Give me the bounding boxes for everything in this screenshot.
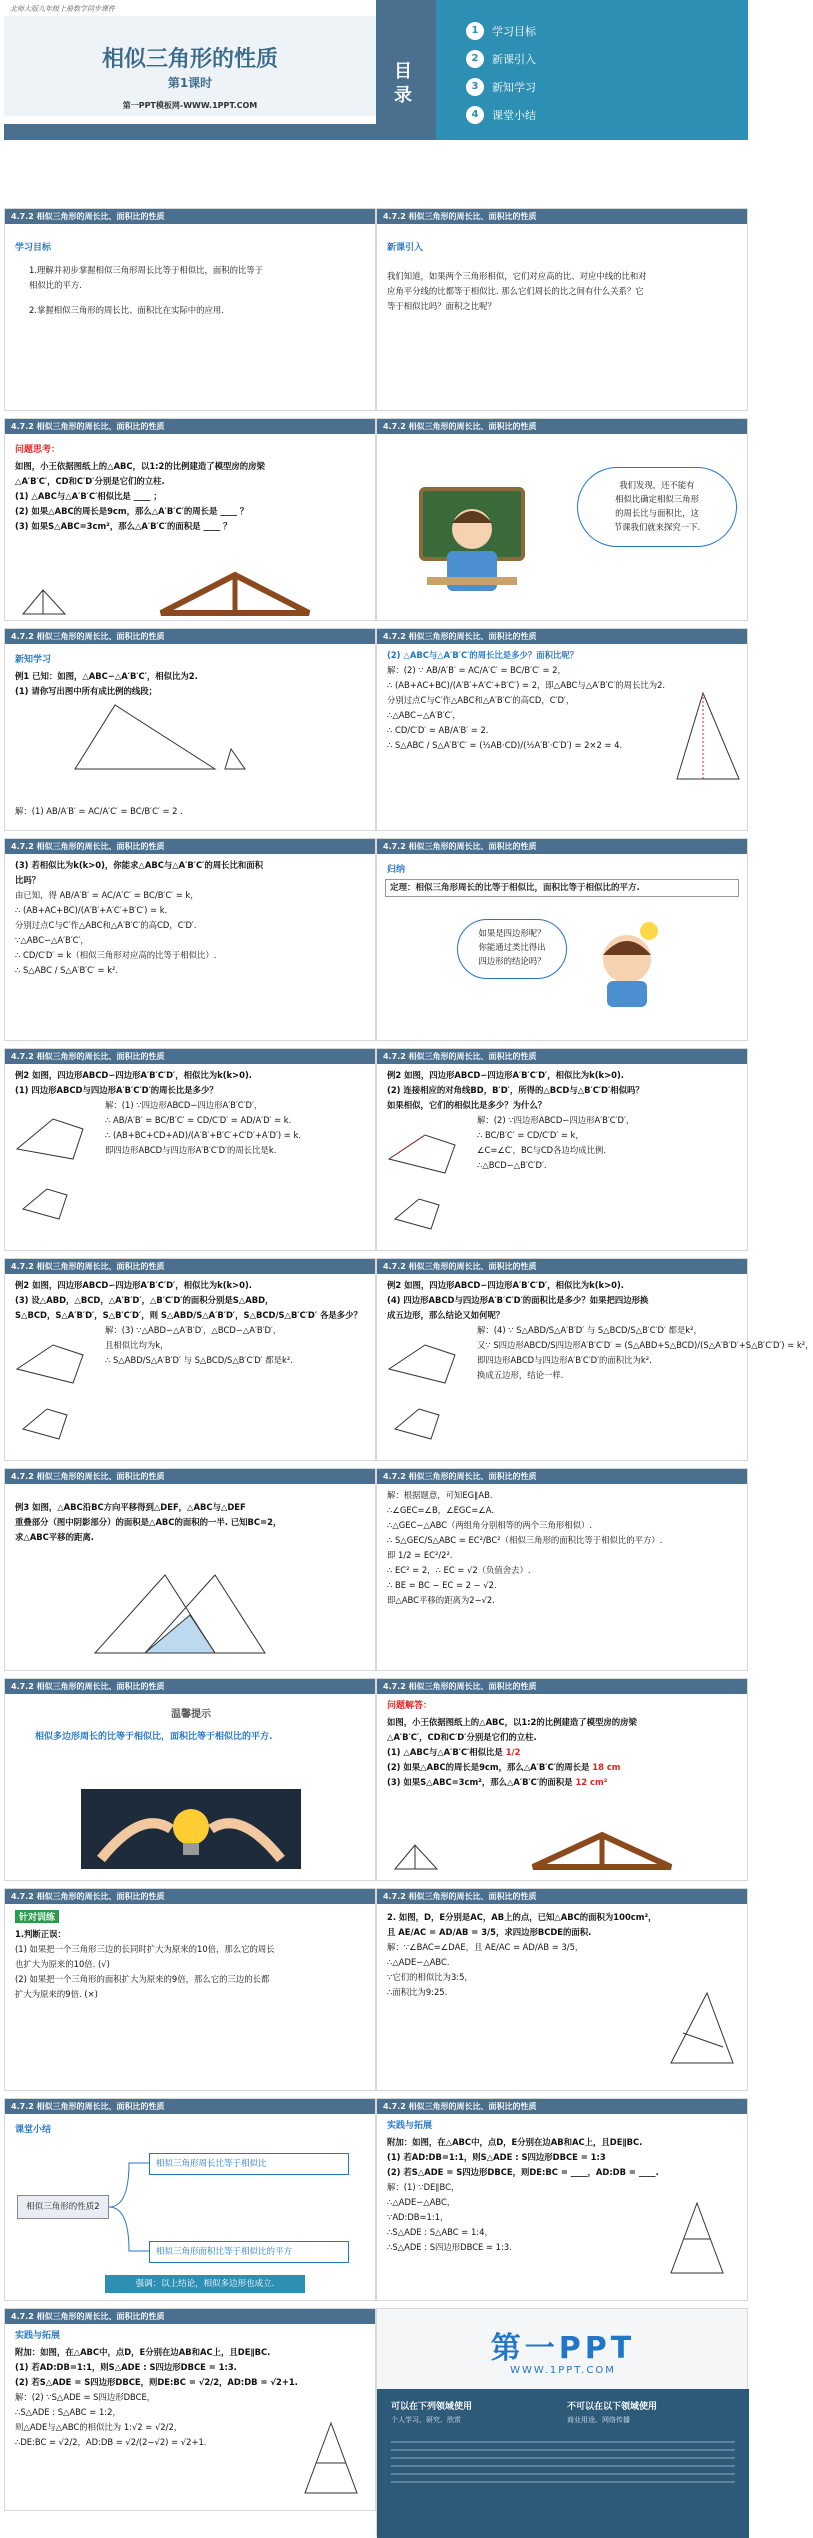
triangle-de-figure <box>667 1989 737 2069</box>
answer-line: ∴ S△ABD/S△A′B′D′ 与 S△BCD/S△B′C′D′ 都是k². <box>105 1355 293 1365</box>
answer-line: ∴ (AB+AC+BC)/(A′B′+A′C′+B′C′) = 2，即△ABC与△A′B′C′的周长比为2. <box>387 680 666 690</box>
answer-line: ∴ S△ABC / S△A′B′C′ = (½AB·CD)/(½A′B′·C′D′) = 2×2 = 4. <box>387 740 623 750</box>
toc-title: 目录 <box>394 61 412 106</box>
section-title: 问题解答： <box>387 1701 433 1711</box>
question-line: (1) 若AD:DB=1:1，则S△ADE : S四边形DBCE = 1:3 <box>387 2152 606 2162</box>
problem-line: (1) △ABC与△A′B′C′相似比是 ____ ； <box>15 491 162 501</box>
question-line: 如果相似，它们的相似比是多少？为什么？ <box>387 1100 547 1110</box>
answer-line: 由已知，得 AB/A′B′ = AC/A′C′ = BC/B′C′ = k， <box>15 890 199 900</box>
question-line: (2) 连接相应的对角线BD，B′D′，所得的△BCD与△B′C′D′相似吗？ <box>387 1085 644 1095</box>
slide-header: 4.7.2 相似三角形的周长比、面积比的性质 <box>5 1259 375 1274</box>
question-line: 比吗？ <box>15 875 41 885</box>
slide-extension2 <box>4 2308 376 2511</box>
answer-line: ∴S△ADE : S△ABC = 1:4， <box>387 2227 493 2237</box>
example-line: 例1 已知：如图，△ABC∽△A′B′C′，相似比为2. <box>15 671 198 681</box>
question-line: 例2 如图，四边形ABCD∽四边形A′B′C′D′，相似比为k(k>0). <box>387 1070 624 1080</box>
usage-allowed-title: 可以在下列领域使用 <box>391 2402 473 2412</box>
top-note: 北师大版九年级上册数学同步课件 <box>10 5 115 13</box>
answer-line: 分别过点C与C′作△ABC和△A′B′C′的高CD，C′D′. <box>15 920 197 930</box>
answer-line: ∵AD:DB=1:1， <box>387 2212 449 2222</box>
slide-header: 4.7.2 相似三角形的周长比、面积比的性质 <box>5 2309 375 2324</box>
answer-line: ∴DE:BC = √2/2，AD:DB = √2/(2−√2) = √2+1. <box>15 2437 207 2447</box>
template-footer: 第一PPT模板网-WWW.1PPT.COM <box>122 101 258 110</box>
answer-line: 即△ABC平移的距离为2−√2. <box>387 1595 495 1605</box>
answer-line: 分别过点C与C′作△ABC和△A′B′C′的高CD，C′D′， <box>387 695 575 705</box>
answer-line: 又∵ S四边形ABCD/S四边形A′B′C′D′ = (S△ABD+S△BCD)/(S△A′B′D′+S△B′C′D′) = k²， <box>477 1340 813 1350</box>
question-line: S△BCD，S△A′B′D′，S△B′C′D′，则 S△ABD/S△A′B′D′，S△BCD/S△B′C′D′ 各是多少？ <box>15 1310 362 1320</box>
slide-header: 4.7.2 相似三角形的周长比、面积比的性质 <box>5 2099 375 2114</box>
answer-line: ∴ EC² = 2，∴ EC = √2（负值舍去）. <box>387 1565 531 1575</box>
summary-center-node: 相似三角形的性质2 <box>17 2195 109 2219</box>
toc-item-3[interactable]: 3 新知学习 <box>466 78 536 96</box>
triangle-de-parallel-figure <box>301 2419 361 2499</box>
answer-value: (√) <box>98 1959 110 1969</box>
slide-example1-part2 <box>376 628 748 831</box>
answer-line: ∴ CD/C′D′ = AB/A′B′ = 2. <box>387 725 489 735</box>
section-title: 课堂小结 <box>15 2125 52 2135</box>
section-title: 新课引入 <box>387 243 424 253</box>
answer-line: ∴△ADE∽△ABC. <box>387 1957 450 1967</box>
lightbulb-hands-illustration <box>81 1789 301 1869</box>
answer-line: ∴S△ADE : S△ABC = 1:2， <box>15 2407 121 2417</box>
answer-line: ∴ CD/C′D′ = k（相似三角形对应高的比等于相似比）. <box>15 950 217 960</box>
usage-denied-text: 商业用途、网络传播 <box>567 2416 630 2424</box>
answer-line: 解：(4) ∵ S△ABD/S△A′B′D′ 与 S△BCD/S△B′C′D′ 都是k²， <box>477 1325 702 1335</box>
question-line: (1) 若AD:DB=1:1，则S△ADE : S四边形DBCE = 1:3. <box>15 2362 237 2372</box>
answer-line: ∠C=∠C′，BC与CD各边均成比例. <box>477 1145 607 1155</box>
slide-header: 4.7.2 相似三角形的周长比、面积比的性质 <box>377 2099 747 2114</box>
question-line: (2) 若S△ADE = S四边形DBCE，则DE:BC = ____，AD:DB = ____. <box>387 2167 659 2177</box>
answer-line: 则△ADE与△ABC的相似比为 1:√2 = √2/2， <box>15 2422 183 2432</box>
slide-problem-answer <box>376 1678 748 1881</box>
question-line: 例2 如图，四边形ABCD∽四边形A′B′C′D′，相似比为k(k>0). <box>387 1280 624 1290</box>
section-title: 新知学习 <box>15 655 52 665</box>
intro-line: 应角平分线的比都等于相似比. 那么它们周长的比之间有什么关系？它 <box>387 286 644 296</box>
slide-practice2 <box>376 1888 748 2091</box>
summary-connectors <box>109 2153 149 2263</box>
slide-header: 4.7.2 相似三角形的周长比、面积比的性质 <box>5 629 375 644</box>
slide-title <box>4 0 376 140</box>
brand-url: WWW.1PPT.COM <box>510 2365 616 2376</box>
question-line: 成五边形，那么结论又如何呢？ <box>387 1310 505 1320</box>
slide-header: 4.7.2 相似三角形的周长比、面积比的性质 <box>5 1049 375 1064</box>
question-line: 附加：如图，在△ABC中，点D，E分别在边AB和AC上，且DE∥BC. <box>387 2137 643 2147</box>
usage-allowed-text: 个人学习、研究、欣赏 <box>391 2416 461 2424</box>
section-title: 针对训练 <box>15 1910 59 1923</box>
answer-line: ∴△ABC∽△A′B′C′， <box>387 710 461 720</box>
section-title: 实践与拓展 <box>387 2121 433 2131</box>
brand-logo: 第一PPT <box>490 2331 636 2366</box>
answer-line: ∴ BE = BC − EC = 2 − √2. <box>387 1580 497 1590</box>
example-line: (1) 请你写出图中所有成比例的线段； <box>15 686 158 696</box>
student-at-board-illustration <box>417 479 527 599</box>
practice-line: 扩大为原来的9倍. <box>15 1989 82 1999</box>
question-line: 重叠部分（图中阴影部分）的面积是△ABC的面积的一半. 已知BC=2， <box>15 1517 282 1527</box>
quadrilaterals-figure-4 <box>385 1339 470 1449</box>
problem-line: (3) 如果S△ABC=3cm²，那么△A′B′C′的面积是 ____ ？ <box>15 521 232 531</box>
intro-line: 等于相似比吗？面积之比呢？ <box>387 301 496 311</box>
answer-line: ∴∠GEC=∠B，∠EGC=∠A. <box>387 1505 495 1515</box>
slide-header: 4.7.2 相似三角形的周长比、面积比的性质 <box>377 1679 747 1694</box>
section-title: 归纳 <box>387 865 406 875</box>
boy-idea-illustration <box>587 919 667 1009</box>
intro-line: 我们知道，如果两个三角形相似，它们对应高的比、对应中线的比和对 <box>387 271 647 281</box>
answer-line: ∴△GEC∽△ABC（两组角分别相等的两个三角形相似）. <box>387 1520 593 1530</box>
summary-perimeter-node: 相似三角形周长比等于相似比 <box>149 2153 349 2175</box>
answer-line: 解：(2) ∵四边形ABCD∽四边形A′B′C′D′， <box>477 1115 635 1125</box>
slide-example1 <box>4 628 376 831</box>
slide-header: 4.7.2 相似三角形的周长比、面积比的性质 <box>5 1679 375 1694</box>
summary-area-node: 相似三角形面积比等于相似比的平方 <box>149 2241 349 2263</box>
question-line: (3) 若相似比为k(k>0)，你能求△ABC与△A′B′C′的周长比和面积 <box>15 860 263 870</box>
slide-header: 4.7.2 相似三角形的周长比、面积比的性质 <box>5 209 375 224</box>
slide-example3-solution <box>376 1468 748 1671</box>
toc-item-4[interactable]: 4 课堂小结 <box>466 106 536 124</box>
small-triangle-figure <box>391 1839 471 1873</box>
toc-item-1[interactable]: 1 学习目标 <box>466 22 536 40</box>
answer-line: 解：(2) ∵S△ADE = S四边形DBCE， <box>15 2392 156 2402</box>
answer-line: 解：∵∠BAC=∠DAE，且 AE/AC = AD/AB = 3/5， <box>387 1942 584 1952</box>
practice-line: (1) 如果把一个三角形三边的长同时扩大为原来的10倍，那么它的周长 <box>15 1944 275 1954</box>
question-line: 例2 如图，四边形ABCD∽四边形A′B′C′D′，相似比为k(k>0). <box>15 1280 252 1290</box>
translated-triangles-figure <box>85 1569 285 1659</box>
question-line: 求△ABC平移的距离. <box>15 1532 94 1542</box>
subtitle: 第1课时 <box>167 76 213 90</box>
answer-line: 即四边形ABCD与四边形A′B′C′D′的周长比是k. <box>105 1145 277 1155</box>
slide-example2-part4 <box>376 1258 813 1461</box>
answer-line: 解：(1) ∵DE∥BC， <box>387 2182 460 2192</box>
problem-line: 如图，小王依据图纸上的△ABC，以1:2的比例建造了模型房的房梁 <box>15 461 265 471</box>
section-title: 实践与拓展 <box>15 2331 61 2341</box>
answer-line: ∴ (AB+BC+CD+AD)/(A′B′+B′C′+C′D′+A′D′) = k. <box>105 1130 301 1140</box>
goal-line: 相似比的平方. <box>29 280 82 290</box>
problem-line: △A′B′C′，CD和C′D′分别是它们的立柱. <box>387 1732 537 1742</box>
quadrilaterals-diagonal-figure <box>385 1129 470 1239</box>
answer-line: 即四边形ABCD与四边形A′B′C′D′的面积比为k². <box>477 1355 652 1365</box>
answer-value: 18 cm <box>592 1762 621 1772</box>
slide-problem <box>4 418 376 621</box>
answer-line: ∵它们的相似比为3:5， <box>387 1972 473 1982</box>
slide-example2-part1 <box>4 1048 376 1251</box>
slide-summary-rule <box>376 838 748 1041</box>
answer-line: 解：(1) ∵四边形ABCD∽四边形A′B′C′D′， <box>105 1100 263 1110</box>
slide-header: 4.7.2 相似三角形的周长比、面积比的性质 <box>377 1889 747 1904</box>
answer-line: ∵△ABC∽△A′B′C′， <box>15 935 89 945</box>
slide-example1-part3 <box>4 838 376 1041</box>
answer-value: 12 cm² <box>575 1777 608 1787</box>
answer-line: ∴ (AB+AC+BC)/(A′B′+A′C′+B′C′) = k. <box>15 905 168 915</box>
question-line: 且 AE/AC = AD/AB = 3/5，求四边形BCDE的面积. <box>387 1927 592 1937</box>
slide-brand <box>376 2308 748 2537</box>
theorem-box: 定理：相似三角形周长的比等于相似比，面积比等于相似比的平方. <box>385 879 739 897</box>
practice-line: 也扩大为原来的10倍. <box>15 1959 96 1969</box>
answer-line: ∴ AB/A′B′ = BC/B′C′ = CD/C′D′ = AD/A′D′ = k. <box>105 1115 292 1125</box>
roof-beam-figure <box>527 1829 677 1873</box>
answer-line: 换成五边形，结论一样. <box>477 1370 564 1380</box>
question-line: (2) △ABC与△A′B′C′的周长比是多少？面积比呢？ <box>387 650 579 660</box>
tip-title: 温馨提示 <box>171 1709 211 1720</box>
slide-header: 4.7.2 相似三角形的周长比、面积比的性质 <box>377 1259 747 1274</box>
problem-line: (2) 如果△ABC的周长是9cm，那么△A′B′C′的周长是 <box>387 1762 590 1772</box>
slide-header: 4.7.2 相似三角形的周长比、面积比的性质 <box>377 1469 747 1484</box>
question-line: (2) 若S△ADE = S四边形DBCE，则DE:BC = √2/2，AD:DB = √2+1. <box>15 2377 298 2387</box>
section-title: 问题思考： <box>15 445 61 455</box>
summary-emphasis: 强调：以上结论，相似多边形也成立. <box>105 2275 305 2293</box>
slide-header: 4.7.2 相似三角形的周长比、面积比的性质 <box>5 839 375 854</box>
goal-line: 2.掌握相似三角形的周长比、面积比在实际中的应用. <box>29 305 224 315</box>
slide-example3 <box>4 1468 376 1671</box>
question-line: (1) 四边形ABCD与四边形A′B′C′D′的周长比是多少？ <box>15 1085 218 1095</box>
problem-line: △A′B′C′，CD和C′D′分别是它们的立柱. <box>15 476 165 486</box>
answer-line: ∴ S△GEC/S△ABC = EC²/BC²（相似三角形的面积比等于相似比的平方）. <box>387 1535 663 1545</box>
speech-bubble: 我们发现，还不能有 相似比确定相似三角形 的周长比与面积比，这 节课我们就来探究一下. <box>577 467 737 547</box>
tip-text: 相似多边形周长的比等于相似比，面积比等于相似比的平方. <box>35 1732 273 1742</box>
slide-header: 4.7.2 相似三角形的周长比、面积比的性质 <box>377 839 747 854</box>
triangle-height-figure <box>673 689 743 789</box>
slide-learning-goals <box>4 208 376 411</box>
problem-line: (2) 如果△ABC的周长是9cm，那么△A′B′C′的周长是 ____ ？ <box>15 506 249 516</box>
roof-beam-figure <box>155 569 315 619</box>
slide-example2-part2 <box>376 1048 748 1251</box>
answer-line: ∴S△ADE : S四边形DBCE = 1:3. <box>387 2242 512 2252</box>
answer-value: (×) <box>84 1989 98 1999</box>
problem-line: 如图，小王依据图纸上的△ABC，以1:2的比例建造了模型房的房梁 <box>387 1717 637 1727</box>
slide-header: 4.7.2 相似三角形的周长比、面积比的性质 <box>377 1049 747 1064</box>
triangle-abc-figure <box>65 699 245 779</box>
slide-thinking <box>376 418 748 621</box>
thought-bubble: 如果是四边形呢？ 你能通过类比得出 四边形的结论吗？ <box>457 919 567 979</box>
slide-toc <box>376 0 748 140</box>
slide-example2-part3 <box>4 1258 376 1461</box>
practice-line: 1.判断正误： <box>15 1929 66 1939</box>
slide-intro <box>376 208 748 411</box>
problem-line: (1) △ABC与△A′B′C′相似比是 <box>387 1747 503 1757</box>
answer-line: 解：(2) ∵ AB/A′B′ = AC/A′C′ = BC/B′C′ = 2， <box>387 665 566 675</box>
slide-header: 4.7.2 相似三角形的周长比、面积比的性质 <box>377 209 747 224</box>
toc-item-2[interactable]: 2 新课引入 <box>466 50 536 68</box>
section-title: 学习目标 <box>15 243 52 253</box>
answer-line: ∴ S△ABC / S△A′B′C′ = k². <box>15 965 119 975</box>
answer-line: ∴△BCD∽△B′C′D′. <box>477 1160 547 1170</box>
answer-line: ∴ BC/B′C′ = CD/C′D′ = k， <box>477 1130 584 1140</box>
answer-line: 即 1/2 = EC²/2². <box>387 1550 453 1560</box>
problem-line: (3) 如果S△ABC=3cm²，那么△A′B′C′的面积是 <box>387 1777 573 1787</box>
question-line: 附加：如图，在△ABC中，点D，E分别在边AB和AC上，且DE∥BC. <box>15 2347 271 2357</box>
answer-line: 解：(1) AB/A′B′ = AC/A′C′ = BC/B′C′ = 2 . <box>15 806 183 816</box>
question-line: 例2 如图，四边形ABCD∽四边形A′B′C′D′，相似比为k(k>0). <box>15 1070 252 1080</box>
practice-line: (2) 如果把一个三角形的面积扩大为原来的9倍，那么它的三边的长都 <box>15 1974 270 1984</box>
slide-header: 4.7.2 相似三角形的周长比、面积比的性质 <box>5 419 375 434</box>
slide-class-summary <box>4 2098 376 2301</box>
usage-denied-title: 不可以在以下领域使用 <box>567 2402 658 2412</box>
slide-header: 4.7.2 相似三角形的周长比、面积比的性质 <box>377 419 747 434</box>
answer-line: 且相似比均为k， <box>105 1340 169 1350</box>
slide-header: 4.7.2 相似三角形的周长比、面积比的性质 <box>5 1469 375 1484</box>
answer-line: ∴△ADE∽△ABC， <box>387 2197 456 2207</box>
quadrilaterals-figure-3 <box>13 1339 98 1449</box>
answer-value: 1/2 <box>505 1747 521 1757</box>
slide-header: 4.7.2 相似三角形的周长比、面积比的性质 <box>377 629 747 644</box>
quadrilaterals-figure <box>13 1109 98 1239</box>
question-line: 例3 如图，△ABC沿BC方向平移得到△DEF，△ABC与△DEF <box>15 1502 246 1512</box>
answer-line: ∴面积比为9:25. <box>387 1987 448 1997</box>
question-line: 2. 如图，D，E分别是AC，AB上的点，已知△ABC的面积为100cm²， <box>387 1912 657 1922</box>
goal-line: 1.理解并初步掌握相似三角形周长比等于相似比，面积的比等于 <box>29 265 264 275</box>
slide-header: 4.7.2 相似三角形的周长比、面积比的性质 <box>5 1889 375 1904</box>
small-triangle-figure <box>19 584 109 618</box>
main-title: 相似三角形的性质 <box>101 47 278 72</box>
slide-tip <box>4 1678 376 1881</box>
link-lines <box>391 2435 735 2525</box>
question-line: (4) 四边形ABCD与四边形A′B′C′D′的面积比是多少？如果把四边形换 <box>387 1295 649 1305</box>
question-line: (3) 设△ABD，△BCD，△A′B′D′，△B′C′D′的面积分别是S△ABD， <box>15 1295 274 1305</box>
answer-line: 解：根据题意，可知EG∥AB. <box>387 1490 493 1500</box>
answer-line: 解：(3) ∵△ABD∽△A′B′D′，△BCD∽△A′B′D′， <box>105 1325 282 1335</box>
slide-extension1 <box>376 2098 748 2301</box>
triangle-de-parallel-figure <box>667 2199 727 2279</box>
slide-practice <box>4 1888 376 2091</box>
